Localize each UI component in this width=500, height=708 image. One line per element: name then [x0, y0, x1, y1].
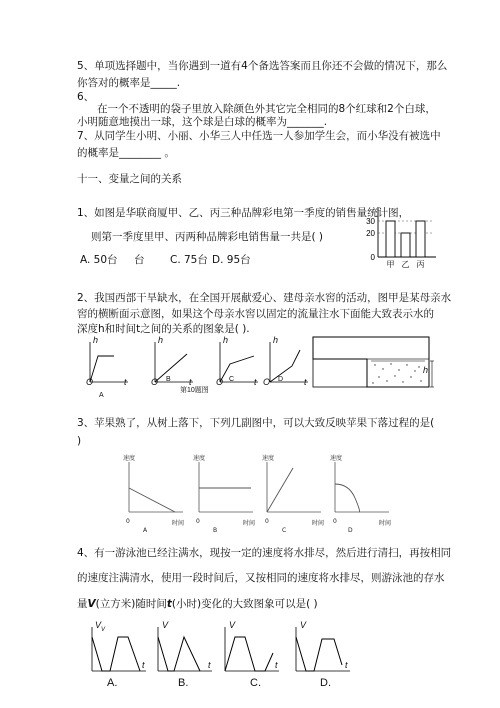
s4-line3-c: (小时)变化的大致图象可以是( ): [171, 598, 318, 610]
s2-c-o: O: [216, 377, 224, 387]
s3-graph-c: [263, 460, 323, 520]
s4-graph-c: [221, 625, 281, 675]
s3-c-origin: 0: [265, 518, 269, 525]
s4-line3: [77, 597, 318, 611]
s4-d-letter: D.: [320, 677, 331, 689]
bar-label-甲: 甲: [386, 260, 395, 269]
s2-a-h: h: [93, 335, 99, 345]
s4-graph-d: [292, 625, 352, 675]
s1-option-a: A. 50台: [80, 254, 118, 266]
s2-a-o: O: [86, 377, 94, 387]
s3-c-xlabel: 时间: [312, 520, 325, 527]
s3-c-ylabel: 速度: [262, 455, 275, 462]
s4-line1: 4、有一游泳池已经注满水，现按一定的速度将水排尽，然后进行清扫，再按相同: [77, 547, 452, 559]
s3-graph-b: [195, 460, 255, 520]
s1-line1: 1、如图是华联商厦甲、乙、丙三种品牌彩电第一季度的销售量统计图，: [77, 207, 410, 219]
s2-a-t: t: [124, 377, 127, 387]
s2-letter-b: B: [166, 376, 171, 383]
s4-a-ysub: V: [101, 626, 106, 633]
s3-a-origin: 0: [126, 518, 130, 525]
s2-c-t: t: [254, 377, 257, 387]
bar-label-丙: 丙: [416, 260, 425, 269]
bar-chart-ytick-0: 0: [370, 253, 375, 262]
s4-a-xlabel: t: [142, 660, 145, 670]
s4-line3-b: (立方米)随时间: [95, 598, 167, 610]
s2-b-t: t: [189, 377, 192, 387]
s3-d-xlabel: 时间: [379, 520, 392, 527]
s4-graph-b: [154, 625, 214, 675]
s4-d-xlabel: t: [345, 660, 348, 670]
bar-甲: [386, 221, 395, 257]
s4-line2: 的速度注满清水，使用一段时间后，又按相同的速度将水排尽，则游泳池的存水: [77, 572, 445, 584]
bar-chart-ytick-20: 20: [366, 229, 375, 238]
s4-line3-t: t: [166, 598, 172, 610]
bar-乙: [401, 233, 410, 257]
q6-line1: 在一个不透明的袋子里放入除颜色外其它完全相同的8个红球和2个白球，: [97, 103, 436, 115]
s4-c-xlabel: t: [275, 660, 278, 670]
s4-b-letter: B.: [178, 677, 189, 689]
s4-c-ylabel: V: [229, 620, 236, 630]
s4-b-xlabel: t: [208, 660, 211, 670]
s2-b-o: O: [151, 377, 159, 387]
s2-letter-d: D: [278, 376, 284, 383]
s2-line3: 深度h和时间t之间的关系的图象是( ).: [77, 323, 250, 335]
s3-graph-d: [331, 460, 391, 520]
s4-c-letter: C.: [250, 677, 261, 689]
q7-line2: 的概率是________ 。: [77, 147, 175, 159]
s4-a-ylabel: $V_V$: [95, 620, 106, 633]
bar-丙: [416, 221, 425, 257]
s3-b-letter: B: [213, 527, 218, 534]
q6-line2: 小明随意地摸出一球，这个球是白球的概率为_______.: [77, 116, 328, 128]
s2-b-h: h: [158, 335, 164, 345]
q5-line2: 你答对的概率是_____.: [77, 77, 181, 89]
s4-line3-v: V: [87, 598, 96, 610]
section-title: 十一、变量之间的关系: [77, 173, 182, 185]
s2-d-t: t: [304, 377, 307, 387]
q5-line1: 5、单项选择题中，当你遇到一道有4个备选答案而且你还不会做的情况下，那么: [77, 60, 448, 72]
q6-number: 6、: [77, 91, 95, 103]
s1-option-d: D. 95台: [212, 254, 251, 266]
s2-letter-a: A: [99, 392, 104, 399]
s2-letter-c: C: [229, 376, 235, 383]
bar-chart-ytick-30: 30: [366, 217, 375, 226]
s4-a-letter: A.: [107, 677, 118, 689]
s3-line1: 3、苹果熟了，从树上落下，下列几副图中，可以大致反映苹果下落过程的是(: [77, 417, 435, 429]
s3-line2: ): [77, 435, 82, 447]
s3-d-letter: D: [348, 527, 353, 534]
sales-bar-chart: [360, 205, 440, 275]
s2-line2: 窖的横断面示意图，如果这个母亲水窖以固定的流量注水下面能大致表示水的: [77, 308, 434, 320]
s4-d-ylabel: V: [300, 620, 307, 630]
s3-a-xlabel: 时间: [172, 520, 185, 527]
s3-d-ylabel: 速度: [330, 455, 343, 462]
s2-c-h: h: [223, 335, 229, 345]
q7-line1: 7、从同学生小明、小丽、小华三人中任选一人参加学生会，而小华没有被选中: [77, 130, 441, 142]
s3-b-xlabel: 时间: [243, 520, 256, 527]
s2-line1: 2、我国西部干旱缺水，在全国开展献爱心、建母亲水窖的活动，图甲是某母亲水: [77, 292, 452, 304]
s1-option-b: 台: [134, 254, 145, 266]
tank-h-label: h: [423, 365, 429, 375]
water-cellar-diagram: [313, 337, 433, 393]
s3-b-origin: 0: [196, 518, 200, 525]
s4-line3-a: 量: [77, 598, 88, 610]
s3-a-letter: A: [143, 527, 148, 534]
s2-caption: 第10题图: [180, 387, 209, 394]
s2-d-o: O: [263, 377, 271, 387]
s3-c-letter: C: [282, 527, 287, 534]
s3-b-ylabel: 速度: [193, 455, 206, 462]
s3-graph-a: [125, 460, 185, 520]
s1-line2: 则第一季度里甲、丙两种品牌彩电销售量一共是( ): [91, 231, 324, 243]
s3-d-origin: 0: [333, 518, 337, 525]
s2-d-h: h: [273, 335, 279, 345]
s3-a-ylabel: 速度: [123, 455, 136, 462]
bar-label-乙: 乙: [401, 260, 410, 269]
s4-b-ylabel: V: [162, 620, 169, 630]
s1-option-c: C. 75台: [170, 254, 208, 266]
